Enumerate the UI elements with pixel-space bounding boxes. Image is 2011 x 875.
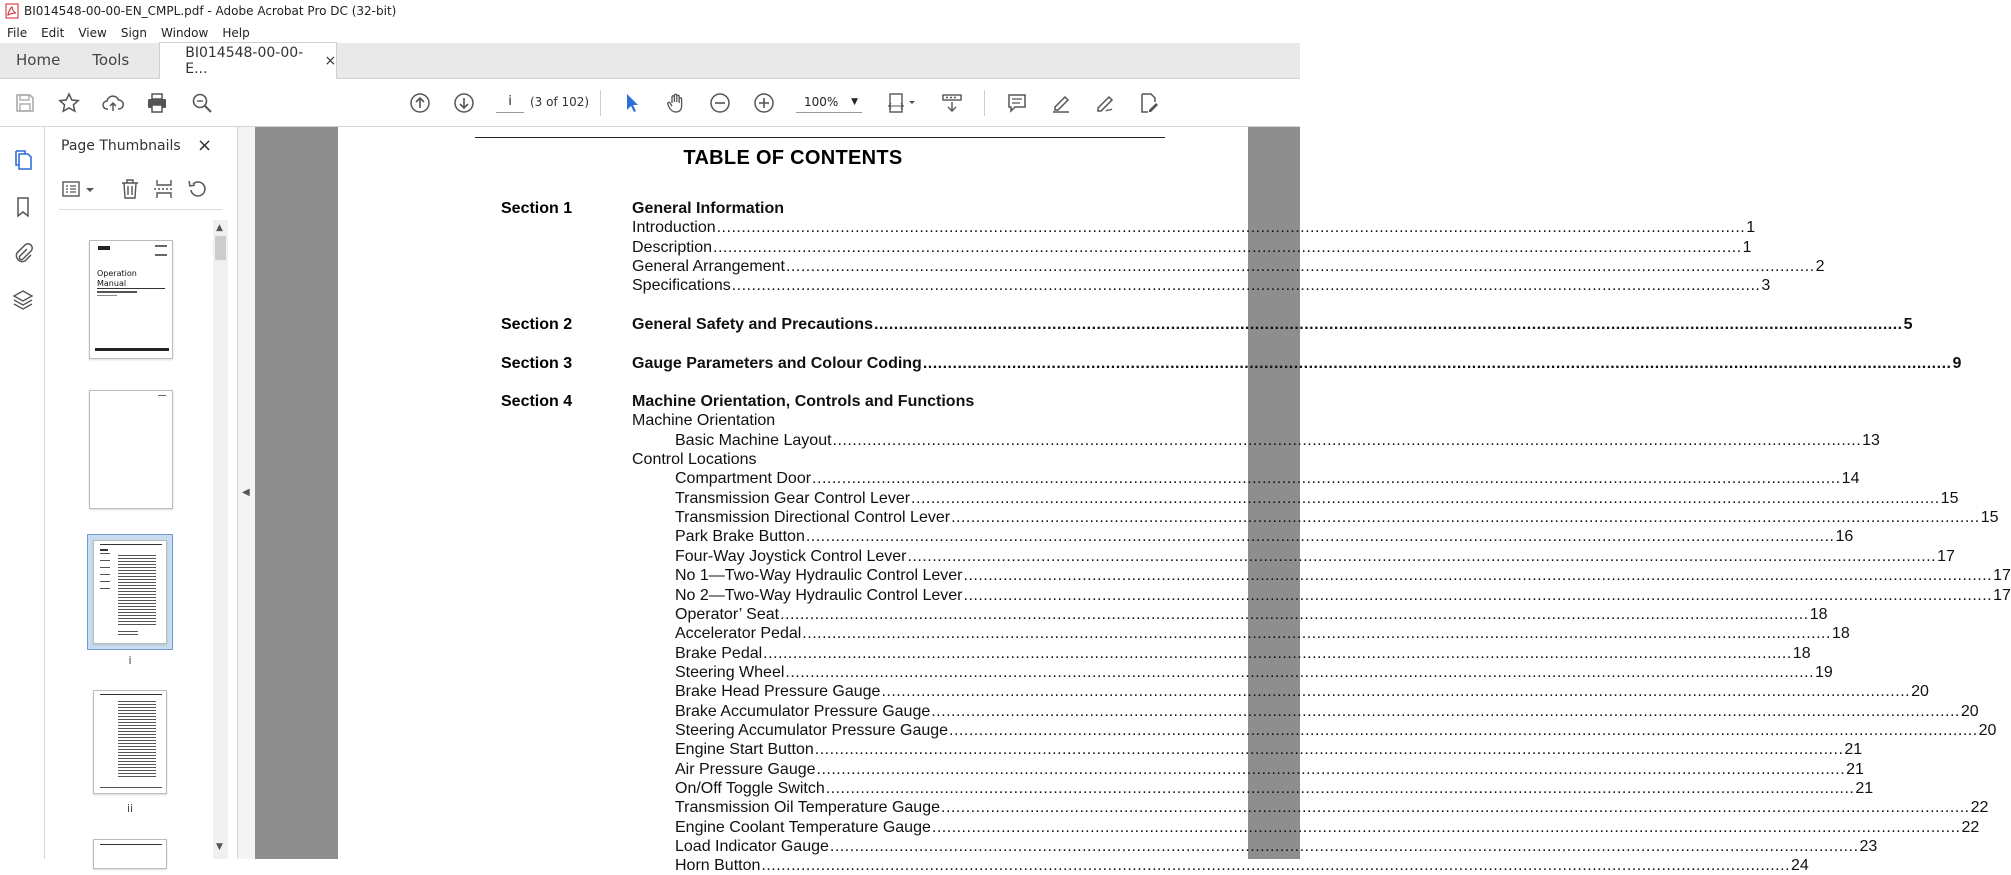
- attachment-paperclip-icon[interactable]: [10, 240, 36, 266]
- toc-leader-dots: [941, 799, 1970, 817]
- layers-icon[interactable]: [10, 287, 36, 313]
- toc-entry[interactable]: [675, 780, 1874, 798]
- toc-entry[interactable]: [675, 683, 1929, 701]
- toc-entry-text: Accelerator Pedal: [675, 625, 802, 643]
- toc-page-number: 19: [1815, 663, 1833, 681]
- toc-leader-dots: [812, 470, 1841, 488]
- toc-leader-dots: [907, 548, 1936, 566]
- page-thumbnail-2[interactable]: [89, 390, 173, 509]
- toc-entry-text: Transmission Gear Control Lever: [675, 489, 911, 507]
- main-toolbar: [0, 79, 1300, 127]
- toc-leader-dots: [763, 645, 1792, 663]
- toc-entry[interactable]: [675, 586, 2011, 605]
- hand-tool-icon[interactable]: [664, 91, 688, 115]
- cover-title: Operation: [97, 269, 137, 278]
- toc-entry[interactable]: [675, 818, 1980, 837]
- menu-window[interactable]: Window: [161, 25, 209, 40]
- bookmark-icon[interactable]: [10, 194, 36, 220]
- thumbnail-scrollbar[interactable]: [213, 220, 228, 859]
- toc-entry-text: Introduction: [632, 219, 716, 237]
- zoom-level-select[interactable]: [796, 91, 862, 113]
- toc-entry-text: Steering Accumulator Pressure Gauge: [675, 721, 949, 739]
- toc-page-number: 20: [1978, 721, 1997, 739]
- toc-page-number: 22: [1961, 818, 1980, 836]
- comment-icon[interactable]: [1005, 91, 1029, 115]
- section-label: Section 1: [501, 200, 573, 217]
- toc-entry[interactable]: [675, 663, 1833, 682]
- tab-document-label: BI014548-00-00-E...: [185, 45, 304, 77]
- rotate-icon[interactable]: [187, 178, 209, 200]
- toc-page-number: 15: [1940, 489, 1959, 507]
- toc-entry-text: Park Brake Button: [675, 528, 805, 546]
- scroll-down-icon[interactable]: ▼: [216, 842, 223, 852]
- toc-entry-text: Description: [632, 238, 713, 256]
- previous-page-icon[interactable]: [408, 91, 432, 115]
- toc-entry-text: On/Off Toggle Switch: [675, 780, 825, 797]
- toc-leader-dots: [964, 587, 1993, 605]
- toc-page-number: 22: [1970, 799, 1989, 817]
- toc-entry-text: Basic Machine Layout: [675, 431, 832, 449]
- menu-help[interactable]: Help: [222, 25, 250, 40]
- page-thumbnails-icon[interactable]: [10, 147, 36, 173]
- toc-entry-text: Gauge Parameters and Colour Coding: [632, 355, 922, 372]
- toc-page-number: 3: [1761, 277, 1771, 295]
- toc-entry-text: Brake Pedal: [675, 644, 763, 662]
- toc-leader-dots: [786, 258, 1815, 276]
- toc-leader-dots: [949, 722, 1978, 740]
- highlight-pen-icon[interactable]: [1049, 91, 1073, 115]
- toc-leader-dots: [923, 355, 1952, 373]
- toc-entry[interactable]: [632, 258, 1825, 276]
- toc-leader-dots: [911, 490, 1940, 508]
- toc-entry[interactable]: [675, 760, 1864, 779]
- toc-page-number: 15: [1980, 509, 1999, 527]
- page-fit-icon[interactable]: [884, 91, 920, 115]
- toc-leader-dots: [732, 277, 1761, 295]
- toc-entry-text: No 2—Two-Way Hydraulic Control Lever: [675, 586, 963, 604]
- delete-trash-icon[interactable]: [119, 178, 141, 200]
- toc-entry-text: Air Pressure Gauge: [675, 760, 816, 778]
- toc-page-number: 1: [1746, 219, 1756, 237]
- page-thumbnail-5[interactable]: [93, 839, 167, 869]
- toc-page-number: 17: [1993, 567, 2011, 585]
- toc-entry[interactable]: [675, 838, 1878, 856]
- tab-close-icon[interactable]: ×: [324, 53, 337, 69]
- toc-entry[interactable]: [675, 644, 1811, 663]
- toc-leader-dots: [931, 703, 1960, 721]
- toc-page-number: 18: [1809, 605, 1828, 623]
- pdf-page: [338, 127, 2011, 875]
- toc-leader-dots: [833, 432, 1862, 450]
- toc-section-heading: General Information: [632, 200, 785, 217]
- toc-entry-text: Compartment Door: [675, 470, 812, 488]
- toc-leader-dots: [780, 606, 1809, 624]
- toc-leader-dots: [806, 528, 1835, 546]
- panel-title: Page Thumbnails: [61, 138, 181, 154]
- toc-entry-text: No 1—Two-Way Hydraulic Control Lever: [675, 567, 963, 585]
- toc-page-number: 18: [1792, 644, 1811, 662]
- page-thumbnail-3[interactable]: [93, 540, 167, 644]
- toc-leader-dots: [881, 683, 1910, 701]
- upload-cloud-icon[interactable]: [101, 91, 125, 115]
- menu-sign[interactable]: Sign: [120, 25, 148, 40]
- toc-entry-text: Brake Head Pressure Gauge: [675, 683, 881, 701]
- menu-view[interactable]: View: [78, 25, 107, 40]
- toc-entry[interactable]: [632, 277, 1771, 295]
- toc-entry[interactable]: [632, 219, 1756, 237]
- toc-group-title: Machine Orientation: [632, 412, 776, 430]
- page-thumbnail-4[interactable]: [93, 690, 167, 794]
- tab-bar: [0, 43, 1300, 79]
- toolbar-divider: [984, 90, 985, 116]
- toc-entry[interactable]: [675, 625, 1850, 643]
- zoom-level-value: 100%: [804, 95, 839, 109]
- section-label: Section 3: [501, 355, 573, 372]
- panel-splitter[interactable]: [237, 127, 255, 859]
- insert-page-icon[interactable]: [153, 178, 175, 200]
- toc-entry[interactable]: [675, 721, 1997, 740]
- toc-entry[interactable]: [675, 489, 1959, 508]
- toc-page-number: 21: [1844, 741, 1863, 759]
- scroll-up-icon[interactable]: ▲: [216, 223, 223, 233]
- save-icon[interactable]: [13, 91, 37, 115]
- section-label: Section 2: [501, 316, 573, 333]
- zoom-out-icon[interactable]: [708, 91, 732, 115]
- menu-bar: [0, 22, 1300, 43]
- menu-edit[interactable]: Edit: [41, 25, 65, 40]
- toc-page-number: 17: [1993, 586, 2011, 604]
- page-number-input[interactable]: i: [496, 91, 524, 113]
- toc-page-number: 20: [1960, 702, 1979, 720]
- toc-leader-dots: [874, 316, 1903, 334]
- toc-entry-text: Horn Button: [675, 857, 761, 875]
- cover-subtitle: Manual: [97, 279, 127, 288]
- toolbar-divider: [600, 90, 601, 116]
- toc-title: TABLE OF CONTENTS: [683, 147, 903, 169]
- toc-page-number: 13: [1862, 431, 1880, 449]
- toc-page-number: 16: [1835, 528, 1854, 546]
- toc-entry-text: Specifications: [632, 277, 731, 295]
- toc-page-number: 18: [1831, 625, 1850, 643]
- tab-document[interactable]: [159, 42, 337, 79]
- toc-entry-text: Transmission Directional Control Lever: [675, 509, 951, 527]
- toc-page-number: 5: [1903, 316, 1913, 333]
- toc-entry[interactable]: [675, 567, 2011, 585]
- toc-entry[interactable]: [675, 741, 1863, 759]
- toc-entry-text: Transmission Oil Temperature Gauge: [675, 799, 940, 817]
- edit-pdf-icon[interactable]: [1137, 91, 1161, 115]
- options-menu-icon[interactable]: [61, 180, 97, 200]
- sign-pen-icon[interactable]: [1093, 91, 1117, 115]
- toc-leader-dots: [717, 219, 1746, 237]
- toc-page-number: 9: [1952, 355, 1962, 372]
- scroll-mode-icon[interactable]: [940, 91, 964, 115]
- collapse-panel-icon[interactable]: ◀: [242, 487, 250, 498]
- toc-entry[interactable]: [675, 702, 1979, 721]
- section-label: Section 4: [501, 393, 573, 410]
- zoom-in-icon[interactable]: [752, 91, 776, 115]
- chevron-down-icon: ▼: [851, 97, 858, 107]
- toc-entry[interactable]: [675, 431, 1880, 450]
- toc-entry-text: General Safety and Precautions: [632, 316, 873, 333]
- toc-entry-text: Brake Accumulator Pressure Gauge: [675, 702, 931, 720]
- toc-entry-text: General Arrangement: [632, 258, 785, 276]
- next-page-icon[interactable]: [452, 91, 476, 115]
- toc-page-number: 20: [1911, 683, 1929, 701]
- toc-leader-dots: [826, 780, 1855, 798]
- toc-page-number: 21: [1855, 780, 1874, 797]
- toc-page-number: 14: [1841, 470, 1860, 488]
- toc-entry[interactable]: [675, 799, 1989, 817]
- page-count: (3 of 102): [530, 95, 590, 109]
- toc-entry[interactable]: [675, 470, 1860, 488]
- menu-file[interactable]: File: [7, 25, 28, 40]
- toc-page-number: 24: [1791, 857, 1809, 875]
- toc-entry[interactable]: [632, 238, 1752, 257]
- toc-entry-text: Load Indicator Gauge: [675, 838, 829, 856]
- acrobat-pdf-icon: [5, 4, 19, 18]
- toc-section-heading: Machine Orientation, Controls and Functions: [632, 393, 975, 410]
- toc-page-number: 2: [1815, 258, 1825, 276]
- thumbnail-label-4: ii: [126, 802, 134, 815]
- toc-page-number: 1: [1742, 238, 1752, 256]
- left-navigation-rail: [0, 127, 45, 859]
- cat-logo-mark: [98, 246, 110, 250]
- panel-divider: [59, 209, 222, 210]
- toc-leader-dots: [830, 838, 1859, 856]
- toc-page-number: 21: [1846, 760, 1864, 778]
- print-icon[interactable]: [145, 91, 169, 115]
- toc-entry-text: Steering Wheel: [675, 663, 785, 681]
- toc-entry[interactable]: [675, 509, 1999, 527]
- toc-leader-dots: [951, 509, 1980, 527]
- toc-leader-dots: [802, 625, 1831, 643]
- scrollbar-thumb[interactable]: [215, 236, 226, 260]
- select-cursor-icon[interactable]: [620, 91, 644, 115]
- toc-page-number: 23: [1859, 838, 1878, 856]
- toc-entry-text: Engine Start Button: [675, 741, 814, 759]
- toc-leader-dots: [785, 664, 1814, 682]
- zoom-search-icon[interactable]: [190, 91, 214, 115]
- toc-entry-text: Engine Coolant Temperature Gauge: [675, 818, 931, 836]
- close-icon[interactable]: ×: [197, 135, 213, 156]
- title-bar: [0, 0, 1300, 22]
- header-rule: [475, 137, 1165, 138]
- toc-leader-dots: [761, 857, 1790, 875]
- toc-leader-dots: [964, 567, 1993, 585]
- page-thumbnail-1[interactable]: [89, 240, 173, 359]
- toc-leader-dots: [815, 741, 1844, 759]
- toc-entry[interactable]: [675, 605, 1828, 624]
- toc-leader-dots: [932, 819, 1961, 837]
- thumbnail-label-3: i: [128, 654, 132, 667]
- window-title: BI014548-00-00-EN_CMPL.pdf - Adobe Acrobat Pro DC (32-bit): [24, 4, 397, 18]
- toc-leader-dots: [713, 239, 1742, 257]
- page-thumbnails-panel: [45, 127, 237, 859]
- toc-leader-dots: [817, 761, 1846, 779]
- tab-home[interactable]: Home: [16, 51, 61, 69]
- toc-page-number: 17: [1937, 547, 1955, 565]
- toc-entry-text: Four-Way Joystick Control Lever: [675, 547, 907, 565]
- thumbnail-tools: [59, 177, 219, 203]
- tab-tools[interactable]: Tools: [92, 51, 130, 69]
- toc-entry[interactable]: [675, 547, 1955, 566]
- toc-entry-text: Operator’ Seat: [675, 605, 780, 623]
- toc-entry[interactable]: [675, 528, 1854, 546]
- document-viewer[interactable]: [255, 127, 2011, 875]
- star-icon[interactable]: [57, 91, 81, 115]
- toc-entry[interactable]: [675, 857, 1809, 875]
- toc-section-heading[interactable]: [632, 355, 1962, 373]
- toc-group-title: Control Locations: [632, 451, 757, 469]
- toc-section-heading[interactable]: [632, 316, 1913, 334]
